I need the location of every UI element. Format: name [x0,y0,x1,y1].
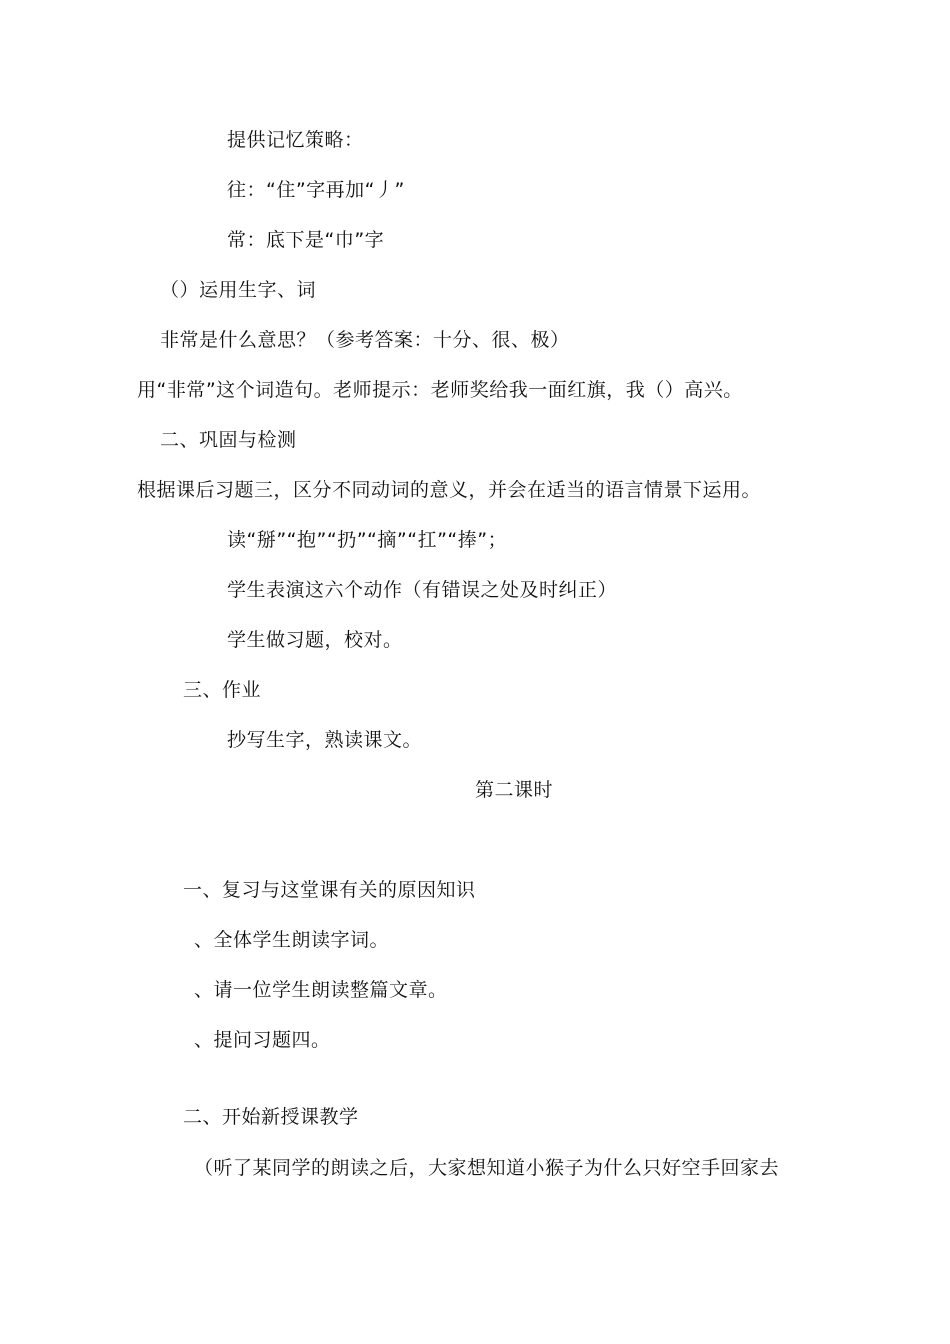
homework-content: 抄写生字，熟读课文。 [227,729,423,751]
section-homework-heading: 三、作业 [183,679,262,701]
lesson-two-title: 第二课时 [475,779,554,801]
section-consolidate-heading: 二、巩固与检测 [160,429,297,451]
section-review-heading: 一、复习与这堂课有关的原因知识 [183,879,476,901]
review-item-3: 、提问习题四。 [194,1029,331,1051]
memory-tip-wang: 往：“住”字再加“丿” [227,179,405,201]
section-apply-words: （）运用生字、词 [160,279,317,301]
question-meaning: 非常是什么意思？（参考答案：十分、很、极） [160,329,570,351]
memory-strategy-heading: 提供记忆策略： [227,129,364,151]
review-item-2: 、请一位学生朗读整篇文章。 [194,979,448,1001]
verb-list: 读“掰”“抱”“扔”“摘”“扛”“捧”； [227,529,508,551]
section-new-lesson-heading: 二、开始新授课教学 [183,1106,359,1128]
sentence-making-task: 用“非常”这个词造句。老师提示：老师奖给我一面红旗，我（）高兴。 [137,379,743,401]
consolidate-description: 根据课后习题三，区分不同动词的意义，并会在适当的语言情景下运用。 [137,479,762,501]
student-act-task: 学生表演这六个动作（有错误之处及时纠正） [227,579,618,601]
review-item-1: 、全体学生朗读字词。 [194,929,390,951]
new-lesson-intro: （听了某同学的朗读之后，大家想知道小猴子为什么只好空手回家去 [194,1157,780,1179]
memory-tip-chang: 常：底下是“巾”字 [227,229,385,251]
student-exercise-task: 学生做习题，校对。 [227,629,403,651]
